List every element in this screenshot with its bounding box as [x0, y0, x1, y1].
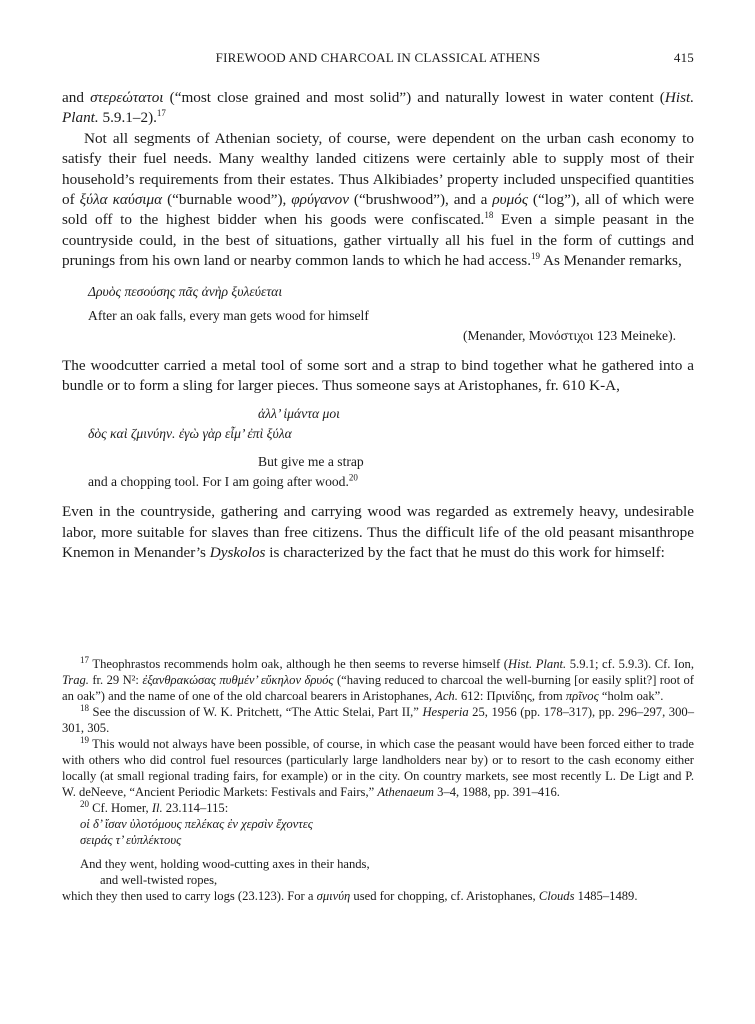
page-header — [62, 50, 694, 70]
quote-english: After an oak falls, every man gets wood for himself — [88, 307, 369, 323]
main-text — [62, 88, 694, 564]
paragraph-2: Not all segments of Athenian society, of course, were dependent on the urban cash economy to satisfy their fuel needs. Many wealthy landed citizens were certainly able to supply most of their household’s requirements from their estates. Thus Alkibiades’ property included unspecified quantities of ξύλα καύσιμα (“burnable wood”), φρύγανον (“brushwood”), and a ρυμός (“log”), all of which were sold off to the highest bidder when his goods were confiscated.$^{18}$ Even a simple peasant in the countryside could, in the best of situations, gather virtually all his fuel in the form of cuttings and prunings from his own land or nearby common lands to which he had access.$^{19}$ As Menander remarks, — [62, 129, 695, 270]
verse-greek-line-2: δὸς καὶ ζμινύην. ἐγὼ γὰρ εἶμ’ ἐπὶ ξύλα — [88, 426, 292, 442]
footnote-20: $^{20}$ Cf. Homer, Il. 23.114–115: — [80, 798, 229, 815]
footnote-20-english-line-1: And they went, holding wood-cutting axes in their hands, — [80, 857, 370, 871]
footnote-17: $^{17}$ Theophrastos recommends holm oak, although he then seems to reverse himself (Hist. Plant. 5.9.1; cf. 5.9.3). Cf. Ion, Trag. fr. 29 N²: ἐξανθρακώσας πυθμέν’ εὔκηλον δρυός (“having reduced to charcoal the well-burning [or easily split?] root of an oak”) and the name of one of the old charcoal bearers in Aristophanes, Ach. 612: Πρινίδης, from πρῖνος “holm oak”. — [62, 654, 694, 703]
footnote-ref-20: 20 — [348, 472, 358, 483]
running-head: FIREWOOD AND CHARCOAL IN CLASSICAL ATHENS — [215, 50, 541, 65]
aristophanes-quote — [88, 404, 694, 492]
footnote-19: $^{19}$ This would not always have been possible, of course, in which case the peasant would have been forced either to trade with others who did control fuel resources (particularly large landholders near by) or to resort to the cash economy either locally (at small regional trading fairs, for example) or in the city. On country markets, see most recently L. De Ligt and P. W. deNeeve, “Ancient Periodic Markets: Festivals and Fairs,” Athenaeum 3–4, 1988, pp. 391–416. — [62, 734, 694, 799]
footnote-20-greek-line-2: σειράς τ’ εὐπλέκτους — [80, 833, 182, 847]
page-number: 415 — [673, 50, 694, 65]
paragraph-4: Even in the countryside, gathering and carrying wood was regarded as extremely heavy, undesirable labor, more suitable for slaves than free citizens. Thus the difficult life of the old peasant misanthrope Knemon in Menander’s Dyskolos is characterized by the fact that he must do this work for himself: — [62, 503, 694, 562]
footnotes — [62, 656, 694, 904]
verse-greek-line-1: ἀλλ’ ἱμάντα μοι — [258, 406, 340, 422]
footnote-20-english-line-2: and well-twisted ropes, — [100, 873, 218, 887]
footnote-ref-17: 17 — [156, 108, 166, 119]
quote-citation: (Menander, Μονόστιχοι 123 Meineke). — [462, 327, 676, 343]
footnote-ref-18: 18 — [484, 210, 494, 221]
footnote-20-continuation: which they then used to carry logs (23.123). For a σμινύη used for chopping, cf. Aristophanes, Clouds 1485–1489. — [62, 889, 638, 903]
paragraph-3: The woodcutter carried a metal tool of some sort and a strap to bind together what he gathered into a bundle or to form a sling for larger pieces. Thus someone says at Aristophanes, fr. 610 K-A, — [62, 356, 694, 395]
menander-quote — [88, 282, 694, 346]
footnote-20-greek-line-1: οἱ δ’ ἴσαν ὑλοτόμους πελέκας ἐν χερσὶν ἔχοντες — [80, 817, 313, 831]
footnote-ref-19: 19 — [531, 251, 541, 262]
verse-english-line-2: and a chopping tool. For I am going after wood.$^{20}$ — [88, 472, 358, 490]
quote-greek: Δρυὸς πεσούσης πᾶς ἀνὴρ ξυλεύεται — [88, 283, 283, 299]
paragraph-1: and στερεώτατοι (“most close grained and most solid”) and naturally lowest in water content (Hist. Plant. 5.9.1–2).$^{17}$ — [62, 89, 694, 127]
footnote-18: $^{18}$ See the discussion of W. K. Pritchett, “The Attic Stelai, Part II,” Hesperia 25, 1956 (pp. 178–317), pp. 296–297, 300–301, 305. — [62, 702, 694, 735]
verse-english-line-1: But give me a strap — [258, 454, 364, 470]
